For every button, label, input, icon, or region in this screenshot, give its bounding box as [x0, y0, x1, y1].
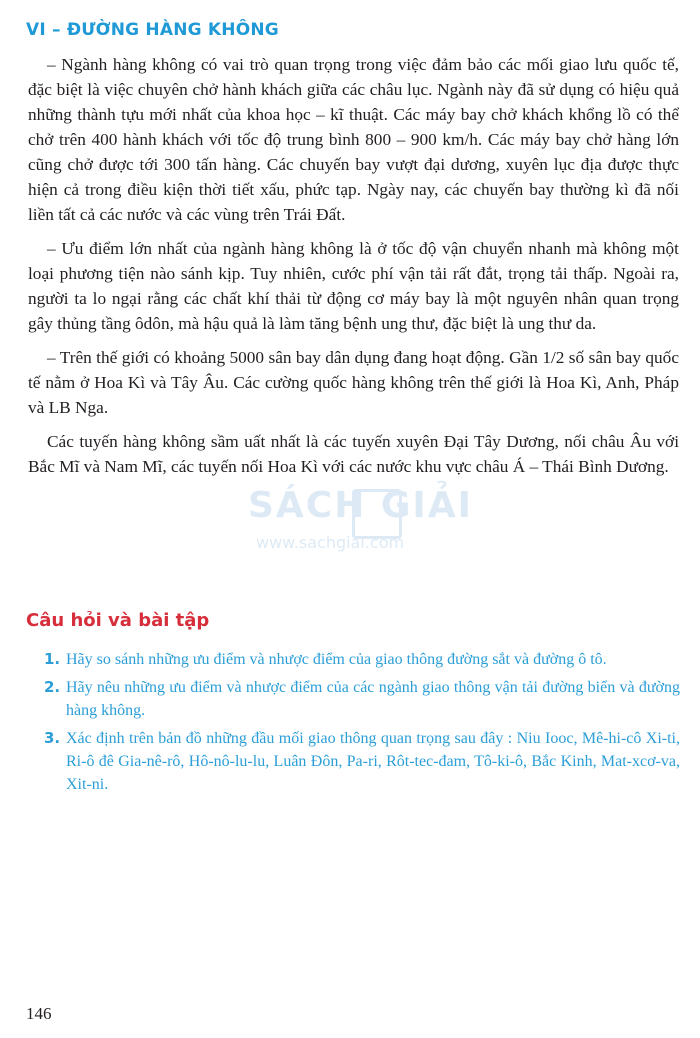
question-number: 3.	[44, 729, 61, 747]
paragraph-aviation-role: – Ngành hàng không có vai trò quan trọng trong việc đảm bảo các mối giao lưu quốc tế, đặc biệt là việc chuyên chở hành khách giữa các châu lục. Ngành này đã sử dụng có hiệu quả những thành tựu mới nhất của khoa học – kĩ thuật. Các máy bay chở khách khổng lồ có thể chở trên 400 hành khách với tốc độ trung bình 800 – 900 km/h. Các máy bay chở hàng lớn cũng chở được tới 300 tấn hàng. Các chuyến bay vượt đại dương, xuyên lục địa được thực hiện cả trong điều kiện thời tiết xấu, phức tạp. Ngày nay, các chuyến bay thường kì đã nối liền tất cả các nước và các vùng trên Trái Đất.	[28, 55, 679, 224]
watermark-logo-frame	[352, 489, 402, 539]
watermark-logo: SÁCH GIẢI	[248, 485, 474, 526]
section-heading: VI – ĐƯỜNG HÀNG KHÔNG	[26, 20, 279, 40]
question-text: Hãy nêu những ưu điểm và nhược điểm của các ngành giao thông vận tải đường biển và đường hàng không.	[66, 679, 680, 719]
questions-list	[44, 648, 680, 801]
question-number: 1.	[44, 650, 61, 668]
paragraph-air-routes: Các tuyến hàng không sầm uất nhất là các tuyến xuyên Đại Tây Dương, nối châu Âu với Bắc Mĩ và Nam Mĩ, các tuyến nối Hoa Kì với các nước khu vực châu Á – Thái Bình Dương.	[28, 432, 679, 476]
watermark-url: www.sachgiai.com	[256, 533, 405, 552]
paragraph-aviation-advantages: – Ưu điểm lớn nhất của ngành hàng không là ở tốc độ vận chuyển nhanh mà không một loại phương tiện nào sánh kịp. Tuy nhiên, cước phí vận tải rất đắt, trọng tải thấp. Ngoài ra, người ta lo ngại rằng các chất khí thải từ động cơ máy bay là một nguyên nhân quan trọng gây thủng tầng ôdôn, mà hậu quả là làm tăng bệnh ung thư, đặc biệt là ung thư da.	[28, 239, 679, 333]
question-item	[44, 727, 680, 796]
question-item	[44, 648, 680, 671]
question-number: 2.	[44, 678, 61, 696]
question-text: Xác định trên bản đồ những đầu mối giao thông quan trọng sau đây : Niu Iooc, Mê-hi-cô Xi-ti, Ri-ô đê Gia-nê-rô, Hô-nô-lu-lu, Luân Đôn, Pa-ri, Rôt-tec-đam, Tô-ki-ô, Bắc Kinh, Mat-xcơ-va, Xit-ni.	[66, 730, 680, 793]
paragraph-airports: – Trên thế giới có khoảng 5000 sân bay dân dụng đang hoạt động. Gần 1/2 số sân bay quốc tế nằm ở Hoa Kì và Tây Âu. Các cường quốc hàng không trên thế giới là Hoa Kì, Anh, Pháp và LB Nga.	[28, 348, 679, 417]
question-text: Hãy so sánh những ưu điểm và nhược điểm của giao thông đường sắt và đường ô tô.	[66, 651, 607, 668]
question-item	[44, 676, 680, 722]
page-number: 146	[26, 1004, 52, 1023]
watermark	[248, 485, 548, 575]
section-body	[28, 52, 679, 488]
questions-heading: Câu hỏi và bài tập	[26, 610, 210, 631]
